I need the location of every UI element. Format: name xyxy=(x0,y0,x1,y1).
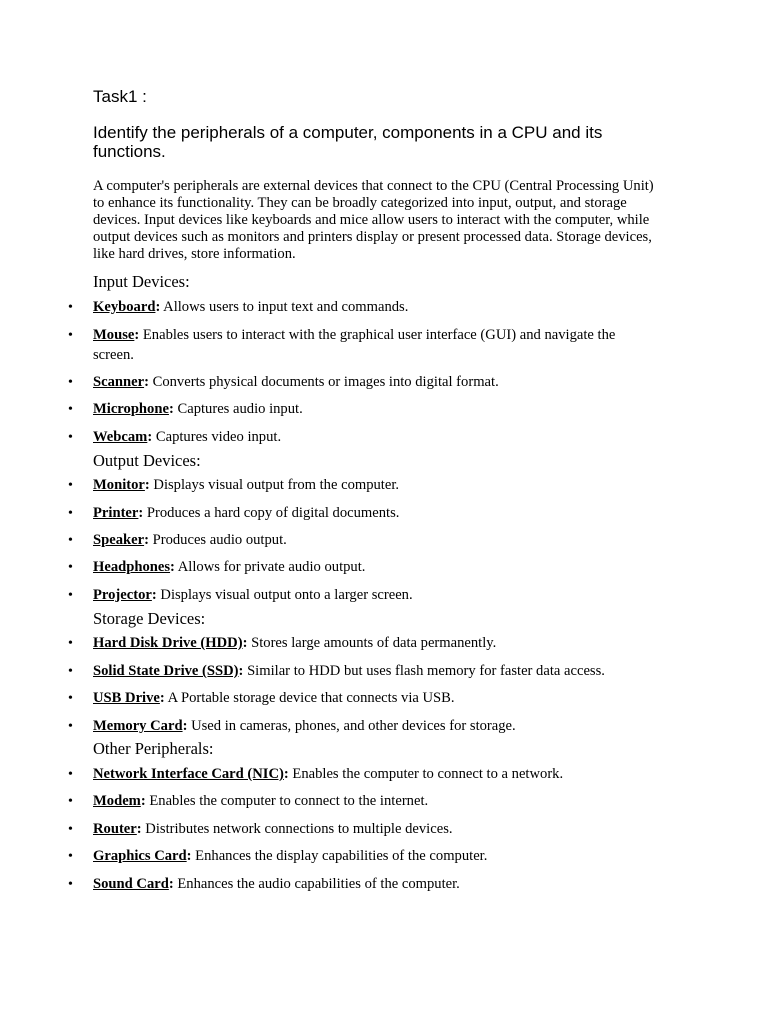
item-description: Distributes network connections to multiple devices. xyxy=(141,821,453,837)
item-term: Memory Card xyxy=(93,718,183,734)
intro-paragraph: A computer's peripherals are external devices that connect to the CPU (Central Processing Unit) to enhance its functionality. They can be broadly categorized into input, output, and storage devices. Input devices like keyboards and mice allow users to interact with the computer, while output devices such as monitors and printers display or present processed data. Storage devices, like hard drives, store information. xyxy=(93,178,654,262)
item-description: Captures video input. xyxy=(152,429,282,445)
item-description: Enables the computer to connect to a network. xyxy=(288,766,564,782)
item-description: A Portable storage device that connects via USB. xyxy=(164,690,455,706)
item-description: Allows for private audio output. xyxy=(174,559,366,575)
item-description: Enables users to interact with the graphical user interface (GUI) and navigate the screen. xyxy=(93,327,616,363)
item-description: Captures audio input. xyxy=(173,401,303,417)
item-term: Headphones xyxy=(93,559,171,575)
task-label: Task1 : xyxy=(93,87,147,106)
item-description: Similar to HDD but uses flash memory for faster data access. xyxy=(243,663,605,679)
section-title-output-devices: Output Devices: xyxy=(93,451,201,470)
bullet-icon: • xyxy=(68,506,73,521)
list-item-usb-drive: • USB Drive: A Portable storage device that connects via USB. xyxy=(93,689,658,709)
bullet-icon: • xyxy=(68,588,73,603)
list-item-modem: • Modem: Enables the computer to connect to the internet. xyxy=(93,792,658,812)
item-term: Hard Disk Drive (HDD) xyxy=(93,635,243,651)
item-term: Sound Card xyxy=(93,876,169,892)
section-title-storage-devices: Storage Devices: xyxy=(93,609,206,628)
item-term: Solid State Drive (SSD) xyxy=(93,663,239,679)
bullet-icon: • xyxy=(68,822,73,837)
section-title-other-peripherals: Other Peripherals: xyxy=(93,739,214,758)
bullet-icon: • xyxy=(68,664,73,679)
item-description: Enhances the display capabilities of the computer. xyxy=(191,848,488,864)
list-item-keyboard: • Keyboard: Allows users to input text and commands. xyxy=(93,298,658,318)
item-term: Printer xyxy=(93,505,139,521)
item-description: Converts physical documents or images into digital format. xyxy=(148,374,499,390)
bullet-icon: • xyxy=(68,375,73,390)
bullet-icon: • xyxy=(68,794,73,809)
list-item-router: • Router: Distributes network connections to multiple devices. xyxy=(93,820,658,840)
bullet-icon: • xyxy=(68,328,73,343)
item-description: Enables the computer to connect to the internet. xyxy=(145,793,429,809)
bullet-icon: • xyxy=(68,877,73,892)
item-description: Used in cameras, phones, and other devices for storage. xyxy=(187,718,516,734)
bullet-icon: • xyxy=(68,767,73,782)
item-term: Scanner xyxy=(93,374,145,390)
list-item-webcam: • Webcam: Captures video input. xyxy=(93,428,658,448)
list-item-hdd: • Hard Disk Drive (HDD): Stores large amounts of data permanently. xyxy=(93,634,658,654)
bullet-icon: • xyxy=(68,533,73,548)
list-item-monitor: • Monitor: Displays visual output from the computer. xyxy=(93,476,658,496)
item-description: Displays visual output from the computer. xyxy=(149,477,400,493)
bullet-icon: • xyxy=(68,560,73,575)
list-item-headphones: • Headphones: Allows for private audio output. xyxy=(93,558,658,578)
item-description: Produces a hard copy of digital documents. xyxy=(143,505,400,521)
item-term: Network Interface Card (NIC) xyxy=(93,766,284,782)
bullet-icon: • xyxy=(68,300,73,315)
item-term: Graphics Card xyxy=(93,848,187,864)
item-description: Stores large amounts of data permanently. xyxy=(247,635,497,651)
list-item-scanner: • Scanner: Converts physical documents or images into digital format. xyxy=(93,373,658,393)
item-term: Webcam xyxy=(93,429,148,445)
item-term: USB Drive xyxy=(93,690,160,706)
item-term: Speaker xyxy=(93,532,145,548)
item-description: Displays visual output onto a larger screen. xyxy=(156,587,413,603)
bullet-icon: • xyxy=(68,402,73,417)
bullet-icon: • xyxy=(68,849,73,864)
bullet-icon: • xyxy=(68,691,73,706)
item-term: Keyboard xyxy=(93,299,156,315)
item-description: Enhances the audio capabilities of the computer. xyxy=(173,876,460,892)
list-item-mouse: • Mouse: Enables users to interact with the graphical user interface (GUI) and navigate the screen. xyxy=(68,327,616,363)
item-term: Mouse xyxy=(93,327,135,343)
list-item-sound-card: • Sound Card: Enhances the audio capabilities of the computer. xyxy=(93,875,658,895)
item-description: Allows users to input text and commands. xyxy=(160,299,409,315)
item-description: Produces audio output. xyxy=(148,532,287,548)
bullet-icon: • xyxy=(68,636,73,651)
item-term: Router xyxy=(93,821,137,837)
bullet-icon: • xyxy=(68,478,73,493)
list-item-speaker: • Speaker: Produces audio output. xyxy=(93,531,658,551)
list-item-projector: • Projector: Displays visual output onto a larger screen. xyxy=(93,586,658,606)
list-item-ssd: • Solid State Drive (SSD): Similar to HDD but uses flash memory for faster data access. xyxy=(93,662,658,682)
list-item-printer: • Printer: Produces a hard copy of digital documents. xyxy=(93,504,658,524)
bullet-icon: • xyxy=(68,430,73,445)
item-term: Modem xyxy=(93,793,141,809)
list-item-microphone: • Microphone: Captures audio input. xyxy=(93,400,658,420)
section-title-input-devices: Input Devices: xyxy=(93,272,190,291)
list-item-graphics-card: • Graphics Card: Enhances the display capabilities of the computer. xyxy=(93,847,658,867)
item-term: Microphone xyxy=(93,401,169,417)
item-term: Projector xyxy=(93,587,152,603)
list-item-nic: • Network Interface Card (NIC): Enables the computer to connect to a network. xyxy=(93,765,658,785)
item-term: Monitor xyxy=(93,477,145,493)
list-item-memory-card: • Memory Card: Used in cameras, phones, and other devices for storage. xyxy=(93,717,658,737)
bullet-icon: • xyxy=(68,719,73,734)
page-heading: Identify the peripherals of a computer, components in a CPU and its functions. xyxy=(93,123,603,161)
